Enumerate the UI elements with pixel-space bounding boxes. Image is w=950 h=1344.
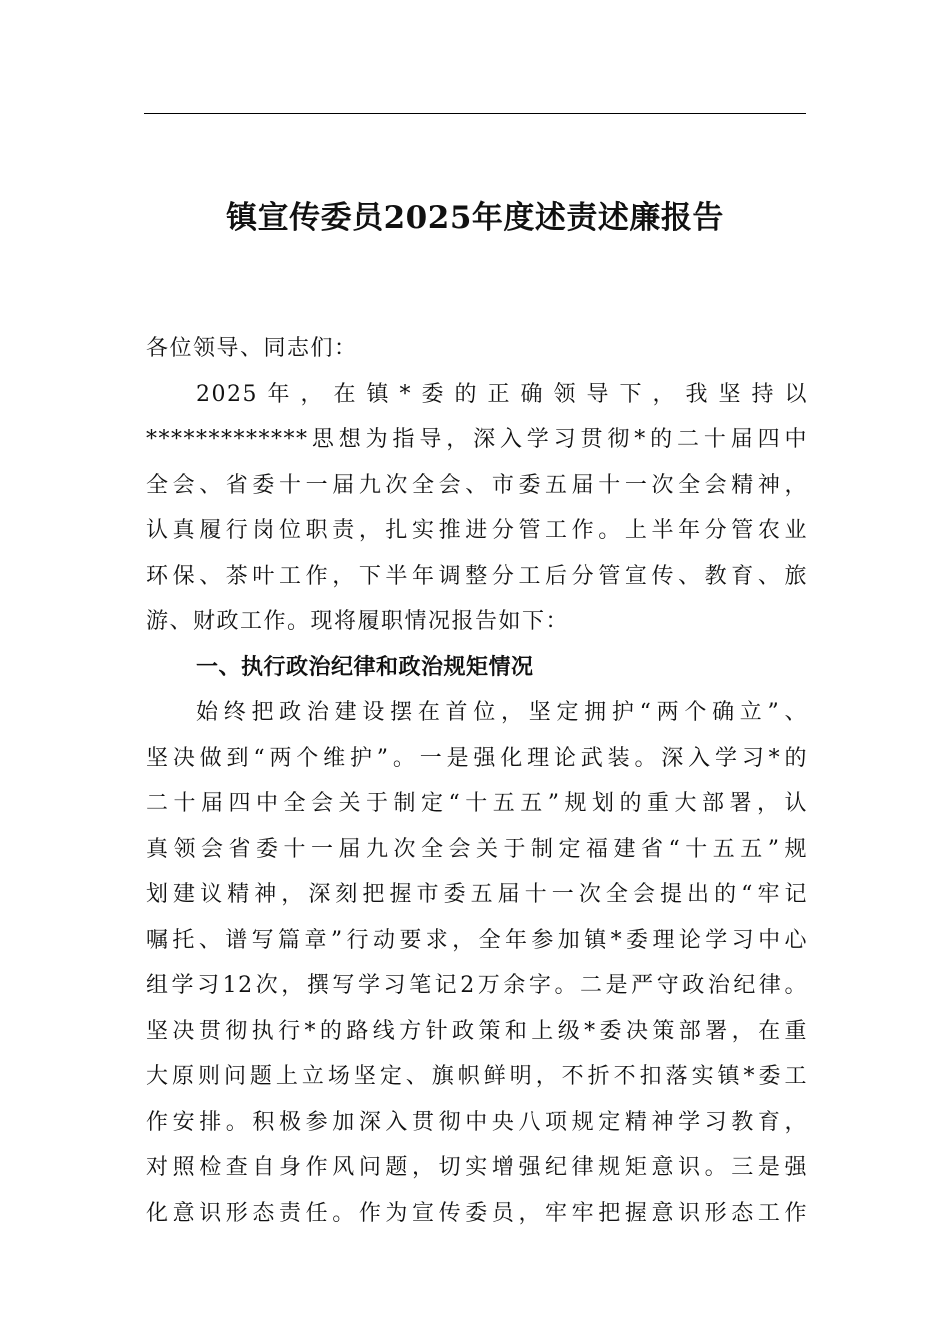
header-rule	[144, 113, 806, 114]
intro-line: 游、财政工作。现将履职情况报告如下：	[146, 609, 570, 634]
section-line: 真领会省委十一届九次全会关于制定福建省“十五五”规	[146, 836, 808, 862]
section-line: 二十届四中全会关于制定“十五五”规划的重大部署，认	[146, 791, 808, 816]
section-line: 嘱托、谱写篇章”行动要求，全年参加镇*委理论学习中心	[146, 927, 808, 953]
intro-line: 环保、茶叶工作，下半年调整分工后分管宣传、教育、旅	[146, 563, 808, 589]
section-line: 坚决贯彻执行*的路线方针政策和上级*委决策部署，在重	[146, 1018, 808, 1044]
section-line: 大原则问题上立场坚定、旗帜鲜明，不折不扣落实镇*委工	[146, 1064, 808, 1089]
intro-line: 全会、省委十一届九次全会、市委五届十一次全会精神，	[146, 472, 808, 498]
document-title: 镇宣传委员2025年度述责述廉报告	[226, 200, 724, 236]
section-line: 对照检查自身作风问题，切实增强纪律规矩意识。三是强	[146, 1155, 808, 1180]
section-line: 划建议精神，深刻把握市委五届十一次全会提出的“牢记	[146, 882, 808, 907]
section-line: 作安排。积极参加深入贯彻中央八项规定精神学习教育，	[146, 1109, 808, 1135]
section-line: 坚决做到“两个维护”。一是强化理论武装。深入学习*的	[146, 745, 808, 771]
intro-line: 2025年，在镇*委的正确领导下，我坚持以	[196, 381, 808, 407]
section-line: 组学习12次，撰写学习笔记2万余字。二是严守政治纪律。	[146, 973, 808, 998]
document-body	[146, 326, 808, 1236]
section-line: 化意识形态责任。作为宣传委员，牢牢把握意识形态工作	[146, 1200, 808, 1226]
section-heading: 一、执行政治纪律和政治规矩情况	[196, 654, 534, 680]
section-line: 始终把政治建设摆在首位，坚定拥护“两个确立”、	[196, 700, 808, 725]
salutation: 各位领导、同志们：	[146, 336, 358, 361]
intro-line: *************思想为指导，深入学习贯彻*的二十届四中	[146, 427, 808, 452]
intro-line: 认真履行岗位职责，扎实推进分管工作。上半年分管农业	[146, 518, 808, 543]
